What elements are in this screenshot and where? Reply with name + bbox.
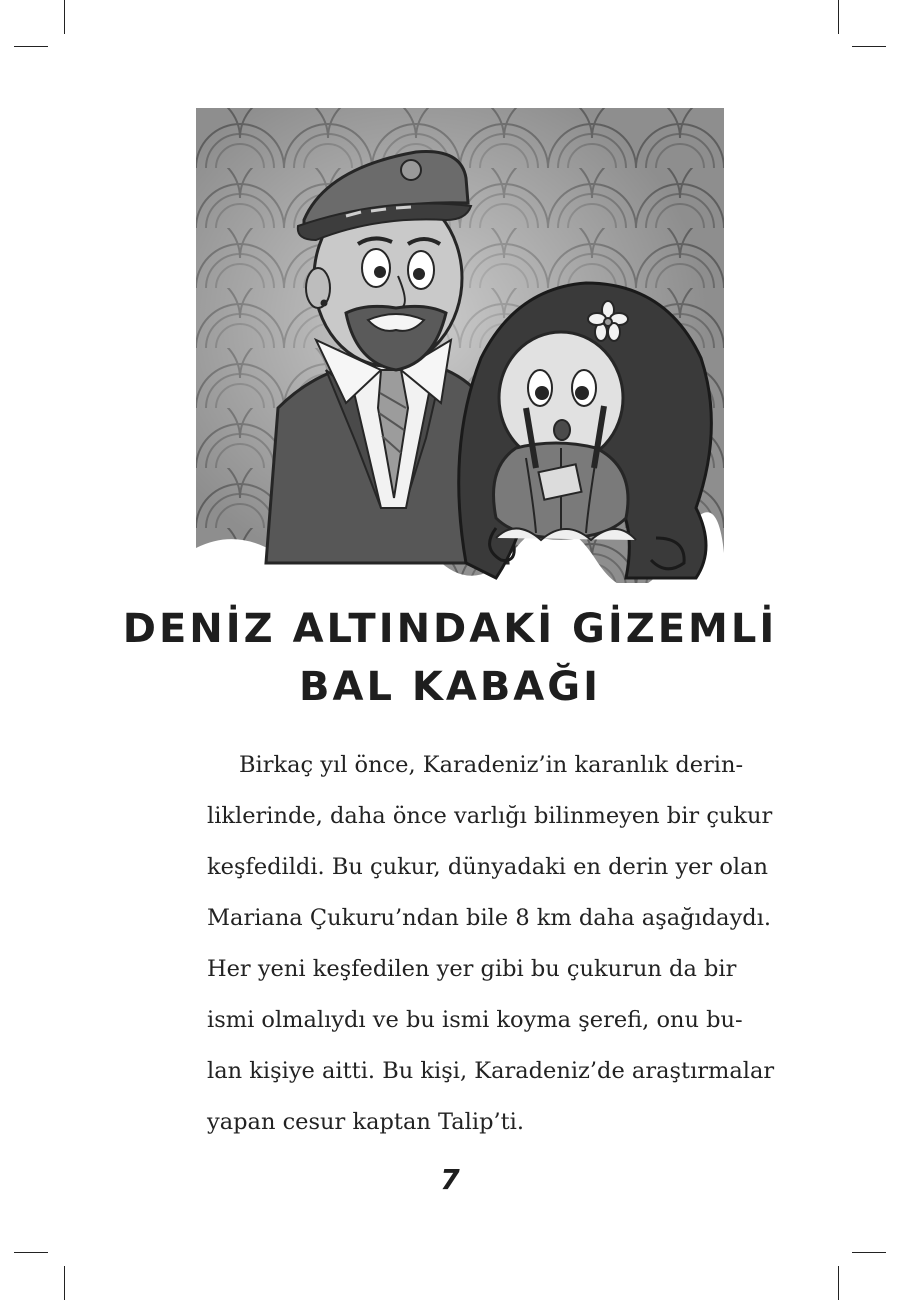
crop-mark xyxy=(64,0,65,34)
paragraph-line: Her yeni keşfedilen yer gibi bu çukurun da bir xyxy=(207,956,737,982)
chapter-illustration xyxy=(196,108,724,583)
chapter-title-line-1: DENİZ ALTINDAKİ GİZEMLİ xyxy=(122,606,778,652)
crop-mark xyxy=(838,1266,839,1300)
paragraph-line: Birkaç yıl önce, Karadeniz’in karanlık derin- xyxy=(239,752,744,778)
paragraph-line: keşfedildi. Bu çukur, dünyadaki en derin yer olan xyxy=(207,854,768,880)
paragraph-line: lan kişiye aitti. Bu kişi, Karadeniz’de araştırmalar xyxy=(207,1058,775,1084)
chapter-title-line-2: BAL KABAĞI xyxy=(299,664,601,710)
crop-mark xyxy=(64,1266,65,1300)
crop-mark xyxy=(838,0,839,34)
body-paragraph xyxy=(207,740,775,1148)
paragraph-line: yapan cesur kaptan Talip’ti. xyxy=(207,1109,525,1135)
paragraph-line: liklerinde, daha önce varlığı bilinmeyen bir çukur xyxy=(207,803,773,829)
crop-mark xyxy=(14,46,48,47)
paragraph-line: ismi olmalıydı ve bu ismi koyma şerefi, onu bu- xyxy=(207,1007,743,1033)
page-number: 7 xyxy=(440,1163,460,1196)
crop-mark xyxy=(852,1252,886,1253)
paragraph-line: Mariana Çukuru’ndan bile 8 km daha aşağıdaydı. xyxy=(207,905,772,931)
crop-mark xyxy=(14,1252,48,1253)
crop-mark xyxy=(852,46,886,47)
